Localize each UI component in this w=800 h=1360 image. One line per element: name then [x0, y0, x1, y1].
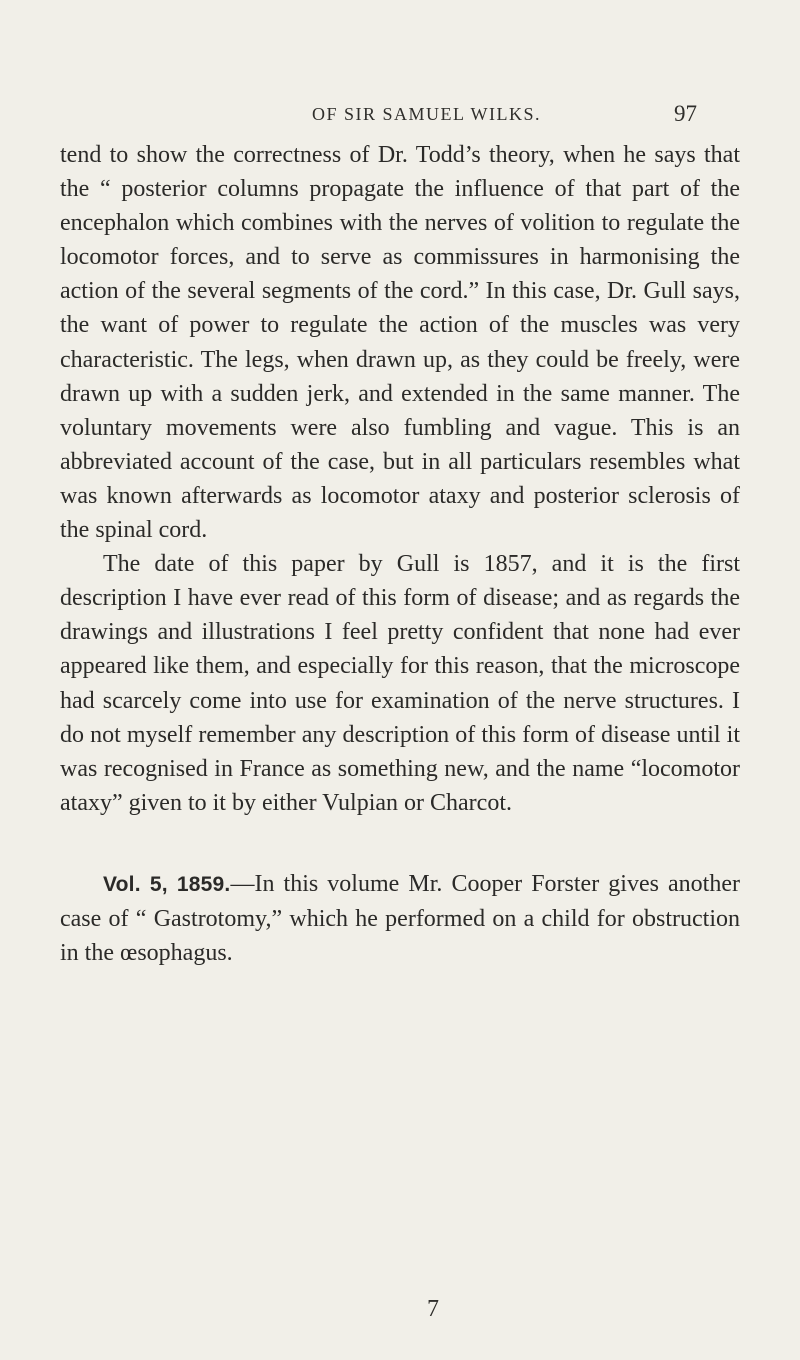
page-number: 97: [674, 101, 697, 126]
body-text: [60, 138, 740, 970]
paragraph-2: The date of this paper by Gull is 1857, and it is the first description I have ever read of this form of disease; and as regards the drawings and illustrations I feel pretty confident that none had ever appeared like them, and especially for this reason, that the microscope had scarcely come into use for examination of the nerve structures. I do not myself remember any description of this form of disease until it was recognised in France as something new, and the name “locomotor ataxy” given to it by either Vulpian or Charcot.: [60, 551, 740, 816]
paragraph-1: tend to show the correctness of Dr. Todd’s theory, when he says that the “ posterior columns propagate the influence of that part of the encephalon which combines with the nerves of volition to regulate the locomotor forces, and to serve as commissures in harmonising the action of the several segments of the cord.” In this case, Dr. Gull says, the want of power to regulate the action of the muscles was very characteristic. The legs, when drawn up, as they could be freely, were drawn up with a sudden jerk, and extended in the same manner. The voluntary movements were also fumbling and vague. This is an abbreviated account of the case, but in all particulars resembles what was known afterwards as locomotor ataxy and posterior sclerosis of the spinal cord.: [60, 142, 740, 544]
paragraph-3-text: —In this volume Mr. Cooper Forster gives another case of “ Gastrotomy,” which he performed on a child for obstruction in the œsophagus.: [60, 870, 740, 967]
signature-mark: 7: [427, 1296, 439, 1322]
running-head: OF SIR SAMUEL WILKS.: [312, 104, 542, 124]
volume-heading: Vol. 5, 1859.: [103, 872, 231, 896]
paragraph-3: [60, 867, 740, 970]
